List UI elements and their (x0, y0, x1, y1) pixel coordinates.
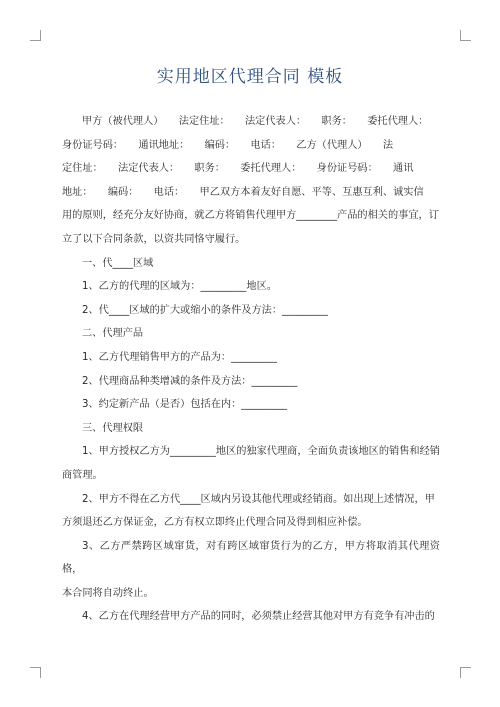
clause-region-1: 1、乙方的代理的区域为：_________地区。 (82, 281, 277, 293)
section-heading-products: 二、代理产品 (82, 328, 144, 340)
paragraph-parties-line-5: 用的原则，经充分友好协商，就乙方将销售代理甲方________产品的相关的事宜，订 (62, 210, 439, 222)
clause-products-3: 3、约定新产品（是否）包括在内：_________ (82, 399, 288, 411)
document-title: 实用地区代理合同 模板 (156, 67, 344, 87)
section-heading-authority: 三、代理权限 (82, 422, 144, 434)
clause-authority-3-line-2: 本合同将自动终止。 (62, 587, 154, 599)
document-body (62, 110, 440, 629)
page-corner-mark-top-right (460, 30, 471, 41)
clause-authority-1-line-1: 1、甲方授权乙方为_________地区的独家代理商，全面负责该地区的销售和经销 (82, 446, 440, 458)
clause-products-2: 2、代理商品种类增减的条件及方法：_________ (82, 375, 298, 387)
paragraph-parties-line-1: 甲方（被代理人） 法定住址： 法定代表人： 职务： 委托代理人： (82, 116, 429, 127)
paragraph-parties-line-6: 立了以下合同条款，以资共同恪守履行。 (62, 233, 246, 245)
paragraph-parties-line-2: 身份证号码： 通讯地址： 编码： 电话： 乙方（代理人） 法 (62, 139, 394, 151)
paragraph-parties-line-4: 地址： 编码： 电话： 甲乙双方本着友好自愿、平等、互惠互利、诚实信 (62, 186, 424, 198)
clause-products-1: 1、乙方代理销售甲方的产品为：_________ (82, 351, 277, 363)
clause-authority-1-line-2: 商管理。 (62, 469, 103, 481)
paragraph-parties-line-3: 定住址： 法定代表人： 职务： 委托代理人： 身份证号码： 通讯 (62, 163, 414, 175)
clause-authority-4-line-1: 4、乙方在代理经营甲方产品的同时，必须禁止经营其他对甲方有竞争有冲击的 (82, 611, 435, 623)
page-corner-mark-top-left (30, 30, 41, 41)
clause-region-2: 2、代____区域的扩大或缩小的条件及方法：_________ (82, 304, 328, 316)
clause-authority-2-line-1: 2、甲方不得在乙方代____区域内另设其他代理或经销商。如出现上述情况，甲 (82, 493, 435, 505)
clause-authority-2-line-2: 方须退还乙方保证金，乙方有权立即终止代理合同及得到相应补偿。 (62, 517, 368, 529)
page-corner-mark-bottom-right (460, 667, 471, 678)
section-heading-region: 一、代____区域 (82, 257, 154, 269)
page-corner-mark-bottom-left (30, 667, 41, 678)
clause-authority-3-line-1: 3、乙方严禁跨区域窜货，对有跨区域窜货行为的乙方，甲方将取消其代理资格， (62, 540, 440, 576)
